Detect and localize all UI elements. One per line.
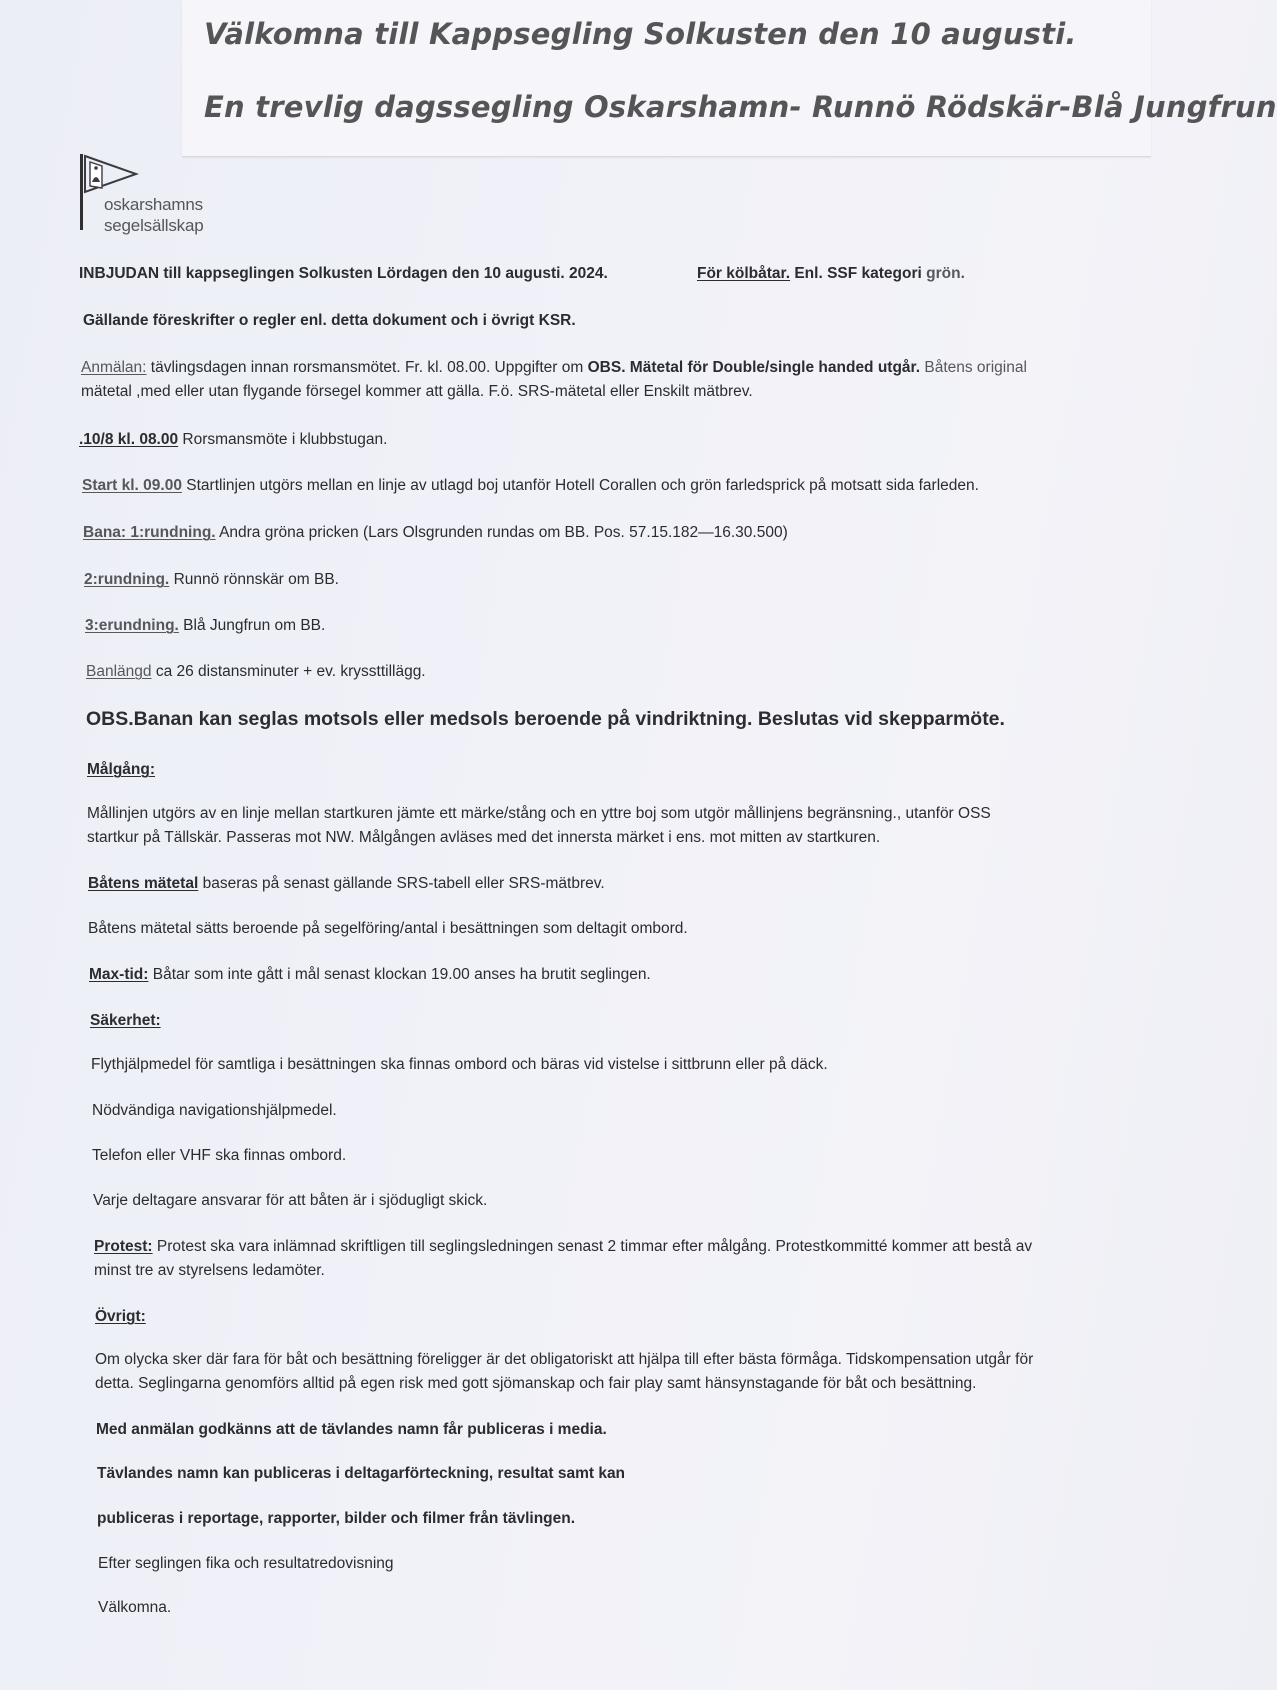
media-line2: Tävlandes namn kan publiceras i deltagarförteckning, resultat samt kan bbox=[97, 1465, 626, 1482]
logo-text-line1: oskarshamns bbox=[104, 195, 203, 214]
course-round3-text: Blå Jungfrun om BB. bbox=[183, 617, 326, 634]
registration-text-bold: OBS. Mätetal för Double/single handed utgår. bbox=[587, 359, 921, 376]
rating-line bbox=[88, 876, 605, 892]
course-length-text: ca 26 distansminuter + ev. kryssttillägg. bbox=[155, 663, 426, 680]
logo-text-line2: segelsällskap bbox=[104, 216, 204, 235]
course-length-line bbox=[86, 664, 426, 680]
course-length-label: Banlängd bbox=[86, 663, 152, 680]
protest-line bbox=[94, 1239, 1032, 1255]
obs-notice: OBS.Banan kan seglas motsols eller medsols beroende på vindriktning. Beslutas vid skepparmöte. bbox=[86, 708, 1005, 730]
max-time-text: Båtar som inte gått i mål senast klockan 19.00 anses ha brutit seglingen. bbox=[152, 966, 651, 983]
finish-line1: Mållinjen utgörs av en linje mellan startkuren jämte ett märke/stång och en yttre boj som utgör mållinjens begränsning., utanför OSS bbox=[87, 805, 991, 822]
club-logo bbox=[80, 152, 230, 238]
finish-heading: Målgång: bbox=[87, 761, 156, 778]
course-round1-label: Bana: 1:rundning. bbox=[83, 524, 216, 541]
rating-line2: Båtens mätetal sätts beroende på segelföring/antal i besättningen som deltagit ombord. bbox=[88, 920, 688, 937]
start-label: Start kl. 09.00 bbox=[82, 477, 182, 494]
course-round1-line bbox=[83, 525, 788, 541]
safety-line2: Nödvändiga navigationshjälpmedel. bbox=[92, 1102, 337, 1119]
closing-line2: Välkomna. bbox=[98, 1599, 172, 1616]
protest-label: Protest: bbox=[94, 1238, 153, 1255]
registration-text-b: Båtens original bbox=[924, 359, 1027, 376]
meeting-text: Rorsmansmöte i klubbstugan. bbox=[182, 431, 388, 448]
media-line1: Med anmälan godkänns att de tävlandes namn får publiceras i media. bbox=[96, 1421, 607, 1438]
other-line2: detta. Seglingarna genomförs alltid på egen risk med gott sjömanskap och fair play samt hänsynstagande för båt och besättning. bbox=[95, 1375, 977, 1392]
page-subtitle: En trevlig dagssegling Oskarshamn- Runnö Rödskär-Blå Jungfrun bbox=[204, 90, 1277, 124]
meeting-label: .10/8 kl. 08.00 bbox=[79, 431, 179, 448]
course-round2-text: Runnö rönnskär om BB. bbox=[173, 571, 339, 588]
protest-line2: minst tre av styrelsens ledamöter. bbox=[94, 1262, 325, 1279]
boat-category-line bbox=[697, 266, 965, 282]
start-line bbox=[82, 478, 979, 494]
category-text: Enl. SSF kategori bbox=[794, 265, 922, 282]
other-line1: Om olycka sker där fara för båt och besättning föreligger är det obligatoriskt att hjälpa till efter bästa förmåga. Tidskompensation utgår för bbox=[95, 1351, 1034, 1368]
max-time-label: Max-tid: bbox=[89, 966, 149, 983]
closing-line1: Efter seglingen fika och resultatredovisning bbox=[98, 1555, 394, 1572]
course-round3-line bbox=[85, 618, 325, 634]
other-heading: Övrigt: bbox=[95, 1308, 146, 1325]
course-round3-label: 3:erundning. bbox=[85, 617, 179, 634]
meeting-line bbox=[79, 432, 387, 448]
max-time-line bbox=[89, 967, 651, 983]
finish-line2: startkur på Tällskär. Passeras mot NW. Målgången avläses med det innersta märket i ens. mot mitten av startkuren. bbox=[87, 829, 881, 846]
course-round1-text: Andra gröna pricken (Lars Olsgrunden rundas om BB. Pos. 57.15.182—16.30.500) bbox=[219, 524, 788, 541]
rules-text: Gällande föreskrifter o regler enl. detta dokument och i övrigt KSR. bbox=[83, 312, 576, 329]
media-line3: publiceras i reportage, rapporter, bilder och filmer från tävlingen. bbox=[97, 1510, 576, 1527]
registration-line1 bbox=[81, 360, 1027, 376]
course-round2-label: 2:rundning. bbox=[84, 571, 170, 588]
invitation-line bbox=[79, 266, 608, 282]
safety-line1: Flythjälpmedel för samtliga i besättningen ska finnas ombord och bäras vid vistelse i sittbrunn eller på däck. bbox=[91, 1056, 828, 1073]
safety-line3: Telefon eller VHF ska finnas ombord. bbox=[92, 1147, 347, 1164]
invitation-text: INBJUDAN till kappseglingen Solkusten Lördagen den 10 augusti. 2024. bbox=[79, 265, 608, 282]
page-title: Välkomna till Kappsegling Solkusten den 10 augusti. bbox=[204, 17, 1077, 51]
registration-text-a: tävlingsdagen innan rorsmansmötet. Fr. kl. 08.00. Uppgifter om bbox=[150, 359, 584, 376]
course-round2-line bbox=[84, 572, 339, 588]
start-text: Startlinjen utgörs mellan en linje av utlagd boj utanför Hotell Corallen och grön farledsprick på motsatt sida farleden. bbox=[186, 477, 979, 494]
rating-text: baseras på senast gällande SRS-tabell eller SRS-mätbrev. bbox=[202, 875, 605, 892]
boats-label: För kölbåtar. bbox=[697, 265, 791, 282]
rating-label: Båtens mätetal bbox=[88, 875, 199, 892]
protest-text: Protest ska vara inlämnad skriftligen till seglingsledningen senast 2 timmar efter målgång. Protestkommitté kommer att bestå av bbox=[156, 1238, 1033, 1255]
category-color: grön. bbox=[926, 265, 965, 282]
registration-label: Anmälan: bbox=[81, 359, 147, 376]
safety-line4: Varje deltagare ansvarar för att båten är i sjödugligt skick. bbox=[93, 1192, 488, 1209]
safety-heading: Säkerhet: bbox=[90, 1012, 161, 1029]
registration-line2: mätetal ,med eller utan flygande försegel kommer att gälla. F.ö. SRS-mätetal eller Enskilt mätbrev. bbox=[81, 383, 753, 400]
